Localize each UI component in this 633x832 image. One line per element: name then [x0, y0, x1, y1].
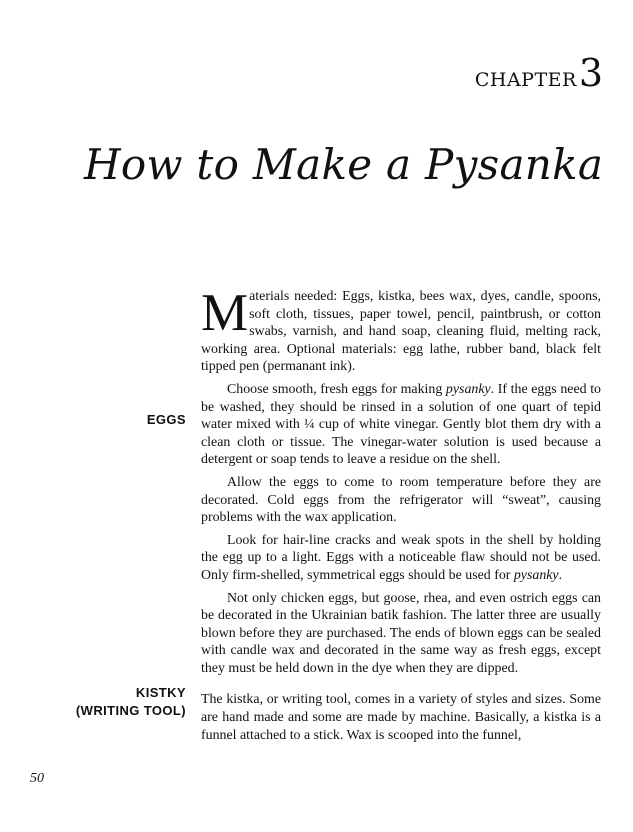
margin-label-eggs: EGGS	[146, 412, 186, 427]
paragraph-cracks-text-b: .	[558, 567, 563, 583]
paragraph-choose-eggs-text-b: . If the eggs need to be washed, they should be rinsed in a solution of one quart of tepid water mixed with ¼ cup of white vinegar. Gently blot them dry with a clean cloth or tissue. The vinegar-water solution is used because a detergent or soap tends to leave a residue on the shell.	[201, 381, 601, 468]
paragraph-choose-eggs-text-a: Choose smooth, fresh eggs for making	[227, 381, 446, 397]
margin-label-kistky-line2: (WRITING TOOL)	[75, 702, 186, 718]
paragraph-cracks	[201, 532, 601, 585]
margin-label-kistky	[76, 684, 186, 719]
paragraph-cracks-emphasis: pysanky	[513, 567, 559, 583]
chapter-heading	[474, 51, 603, 95]
paragraph-materials	[201, 284, 601, 376]
paragraph-cracks-text-a: Look for hair-line cracks and weak spots in the shell by holding the egg up to a light. Eggs with a noticeable flaw should not be used. Only firm-shelled, symmetrical eggs should be used for	[201, 532, 601, 583]
paragraph-choose-eggs-emphasis: pysanky	[445, 381, 491, 397]
paragraph-kistka: The kistka, or writing tool, comes in a variety of styles and sizes. Some are hand made and some are made by machine. Basically, a kistka is a funnel attached to a stick. Wax is scooped into the funnel,	[201, 692, 601, 743]
body-text	[201, 284, 601, 749]
paragraph-other-eggs: Not only chicken eggs, but goose, rhea, and even ostrich eggs can be decorated in the Ukrainian batik fashion. The latter three are usually blown before they are purchased. The ends of blown eggs can be sealed with candle wax and decorated in the same way as fresh eggs, except they must be held down in the dye when they are dipped.	[201, 590, 601, 676]
margin-label-kistky-line1: KISTKY	[135, 685, 186, 700]
chapter-number: 3	[578, 51, 603, 95]
page-number: 50	[30, 771, 44, 786]
page-title: How to Make a Pysanka	[84, 140, 604, 189]
drop-cap: M	[201, 284, 249, 342]
chapter-word: CHAPTER	[474, 69, 577, 91]
paragraph-materials-text: aterials needed: Eggs, kistka, bees wax, dyes, candle, spoons, soft cloth, tissues, paper towel, pencil, paintbrush, or cotton swabs, varnish, and hand soap, cleaning fluid, melting rack, working area. Optional materials: egg lathe, rubber band, black felt tipped pen (permanant ink).	[201, 289, 601, 375]
paragraph-room-temperature: Allow the eggs to come to room temperature before they are decorated. Cold eggs from the refrigerator will “sweat”, causing problems with the wax application.	[201, 474, 601, 526]
paragraph-choose-eggs	[201, 381, 601, 469]
